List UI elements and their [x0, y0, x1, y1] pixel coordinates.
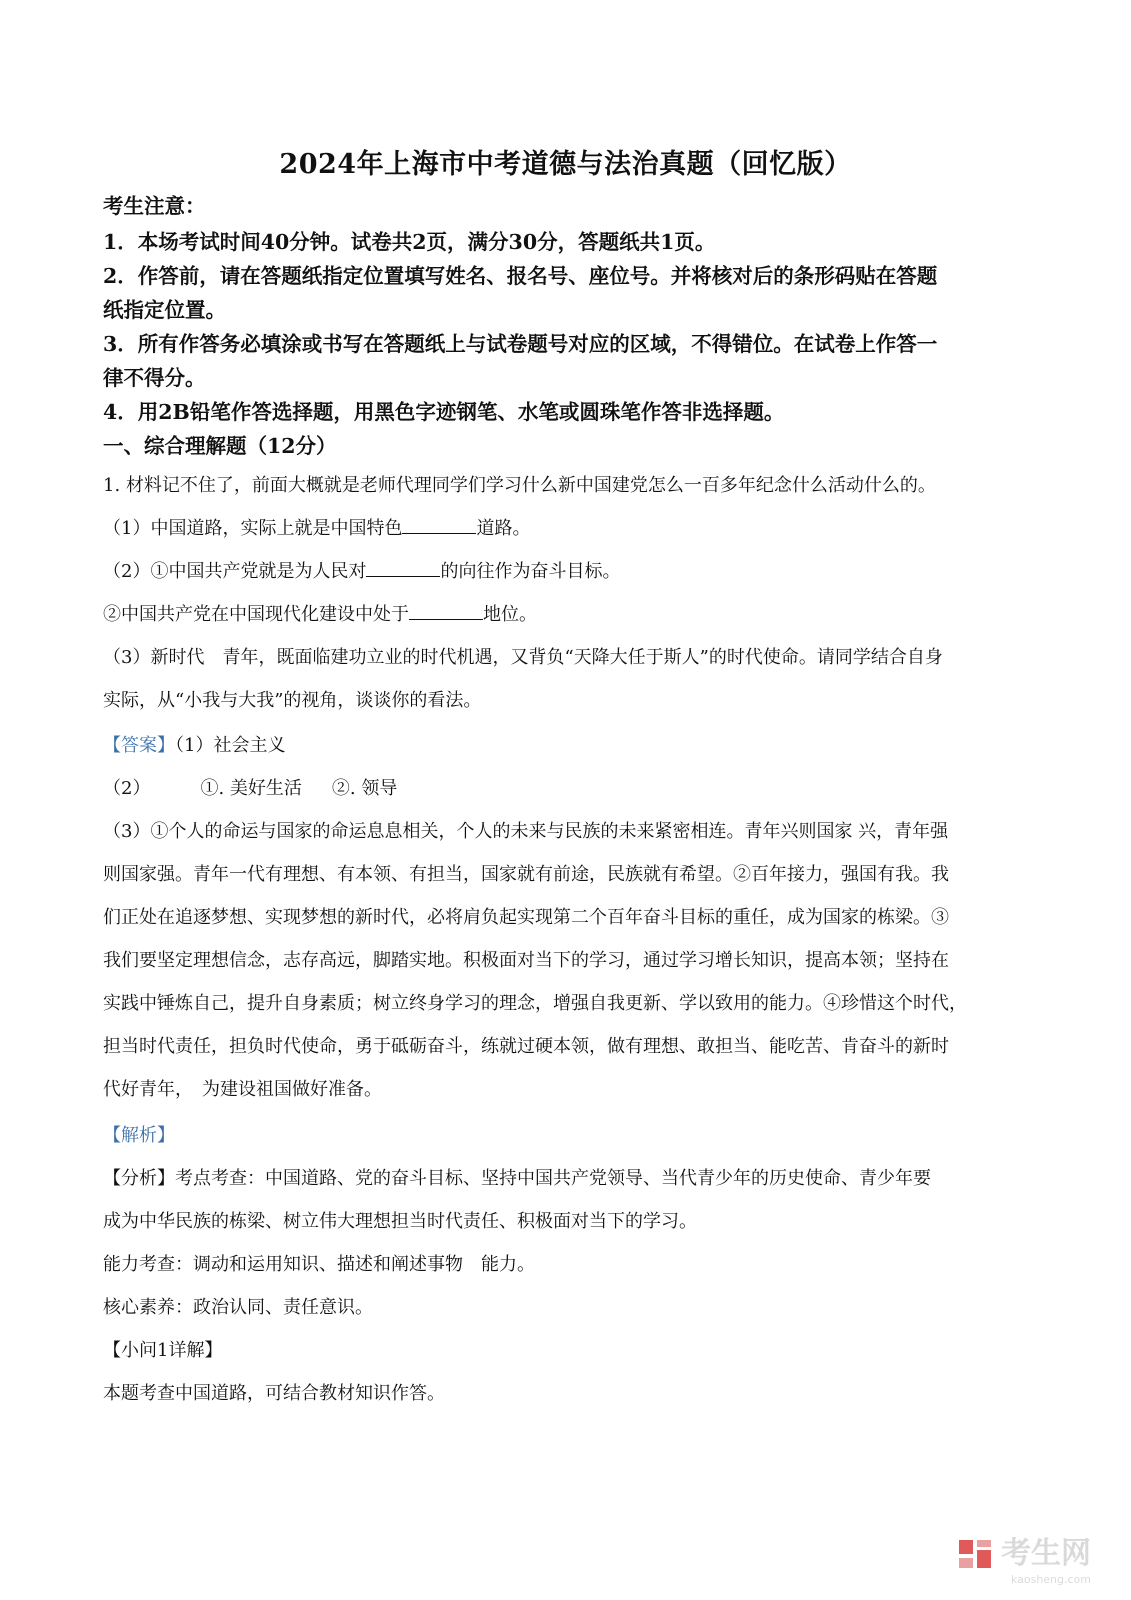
notice-item-1: 1．本场考试时间40分钟。试卷共2页，满分30分，答题纸共1页。 [103, 230, 716, 254]
analysis-fenxi-line-2: 成为中华民族的栋梁、树立伟大理想担当时代责任、积极面对当下的学习。 [103, 1211, 697, 1232]
q2b-text-before: ②中国共产党在中国现代化建设中处于 [103, 604, 409, 625]
fenxi-tag: 【分析】 [103, 1168, 175, 1189]
q1-text-before: （1）中国道路，实际上就是中国特色 [103, 518, 403, 539]
q2b-blank [409, 601, 483, 620]
question-part-3-line-2: 实际，从“小我与大我”的视角，谈谈你的看法。 [103, 690, 482, 711]
notice-item-2-line-2: 纸指定位置。 [103, 298, 226, 322]
answer-3-line: 们正处在追逐梦想、实现梦想的新时代，必将肩负起实现第二个百年奋斗目标的重任，成为国家的栋梁。③ [103, 907, 949, 928]
q2a-text-before: （2）①中国共产党就是为人民对 [103, 561, 367, 582]
watermark-text: 考生网 [1001, 1536, 1091, 1571]
sub-question-1-tag: 【小问1详解】 [103, 1340, 223, 1361]
analysis-tag: 【解析】 [103, 1125, 175, 1146]
question-part-3-line-1: （3）新时代 青年，既面临建功立业的时代机遇，又背负“天降大任于斯人”的时代使命。请同学结合自身 [103, 647, 943, 668]
answer-line-2 [103, 771, 1028, 807]
question-part-2b [103, 597, 1028, 633]
answer-3-line: 担当时代责任，担负时代使命，勇于砥砺奋斗，练就过硬本领，做有理想、敢担当、能吃苦、肯奋斗的新时 [103, 1036, 949, 1057]
question-part-2a [103, 554, 1028, 590]
notice-item-2-line-1: 2．作答前，请在答题纸指定位置填写姓名、报名号、座位号。并将核对后的条形码贴在答题 [103, 264, 938, 288]
q2b-text-after: 地位。 [483, 604, 537, 625]
notice-item-3-line-2: 律不得分。 [103, 366, 206, 390]
answer-1: （1）社会主义 [175, 735, 286, 756]
watermark-logo-icon [957, 1536, 993, 1572]
question-part-1 [103, 511, 1028, 547]
answer-3-line: 我们要坚定理想信念，志存高远，脚踏实地。积极面对当下的学习，通过学习增长知识，提高本领；坚持在 [103, 950, 949, 971]
notice-item-4: 4．用2B铅笔作答选择题，用黑色字迹钢笔、水笔或圆珠笔作答非选择题。 [103, 400, 785, 424]
analysis-fenxi-line-1 [103, 1161, 1028, 1197]
sub-question-1-text: 本题考查中国道路，可结合教材知识作答。 [103, 1383, 445, 1404]
analysis-literacy: 核心素养：政治认同、责任意识。 [103, 1297, 373, 1318]
notice-heading: 考生注意： [103, 194, 206, 218]
q1-text-after: 道路。 [476, 518, 531, 539]
notice-item-3-line-1: 3．所有作答务必填涂或书写在答题纸上与试卷题号对应的区域，不得错位。在试卷上作答一 [103, 332, 938, 356]
fenxi-text: 考点考查：中国道路、党的奋斗目标、坚持中国共产党领导、当代青少年的历史使命、青少年要 [175, 1168, 931, 1189]
watermark-url: kaosheng.com [1010, 1573, 1091, 1586]
answer-3-line: 则国家强。青年一代有理想、有本领、有担当，国家就有前途，民族就有希望。②百年接力，强国有我。我 [103, 864, 949, 885]
answer-2-item-1: ①. 美好生活 [200, 778, 302, 799]
answer-2-item-2: ②. 领导 [331, 778, 398, 799]
analysis-ability: 能力考查：调动和运用知识、描述和阐述事物 能力。 [103, 1254, 535, 1275]
answer-3-line: 代好青年， 为建设祖国做好准备。 [103, 1079, 382, 1100]
q2a-blank [366, 558, 440, 577]
answer-tag: 【答案】 [103, 735, 175, 756]
answer-2-label: （2） [103, 778, 151, 799]
question-stem: 1. 材料记不住了，前面大概就是老师代理同学们学习什么新中国建党怎么一百多年纪念什么活动什么的。 [103, 475, 936, 496]
q2a-text-after: 的向往作为奋斗目标。 [440, 561, 621, 582]
section-heading: 一、综合理解题（12分） [103, 434, 337, 458]
watermark [957, 1536, 1091, 1586]
answer-line-1 [103, 728, 1028, 764]
answer-3-line: （3）①个人的命运与国家的命运息息相关，个人的未来与民族的未来紧密相连。青年兴则国家 兴，青年强 [103, 821, 949, 842]
answer-3-line: 实践中锤炼自己，提升自身素质；树立终身学习的理念，增强自我更新、学以致用的能力。④珍惜这个时代， [103, 993, 967, 1014]
page-title: 2024年上海市中考道德与法治真题（回忆版） [279, 149, 852, 180]
q1-blank [402, 515, 476, 534]
